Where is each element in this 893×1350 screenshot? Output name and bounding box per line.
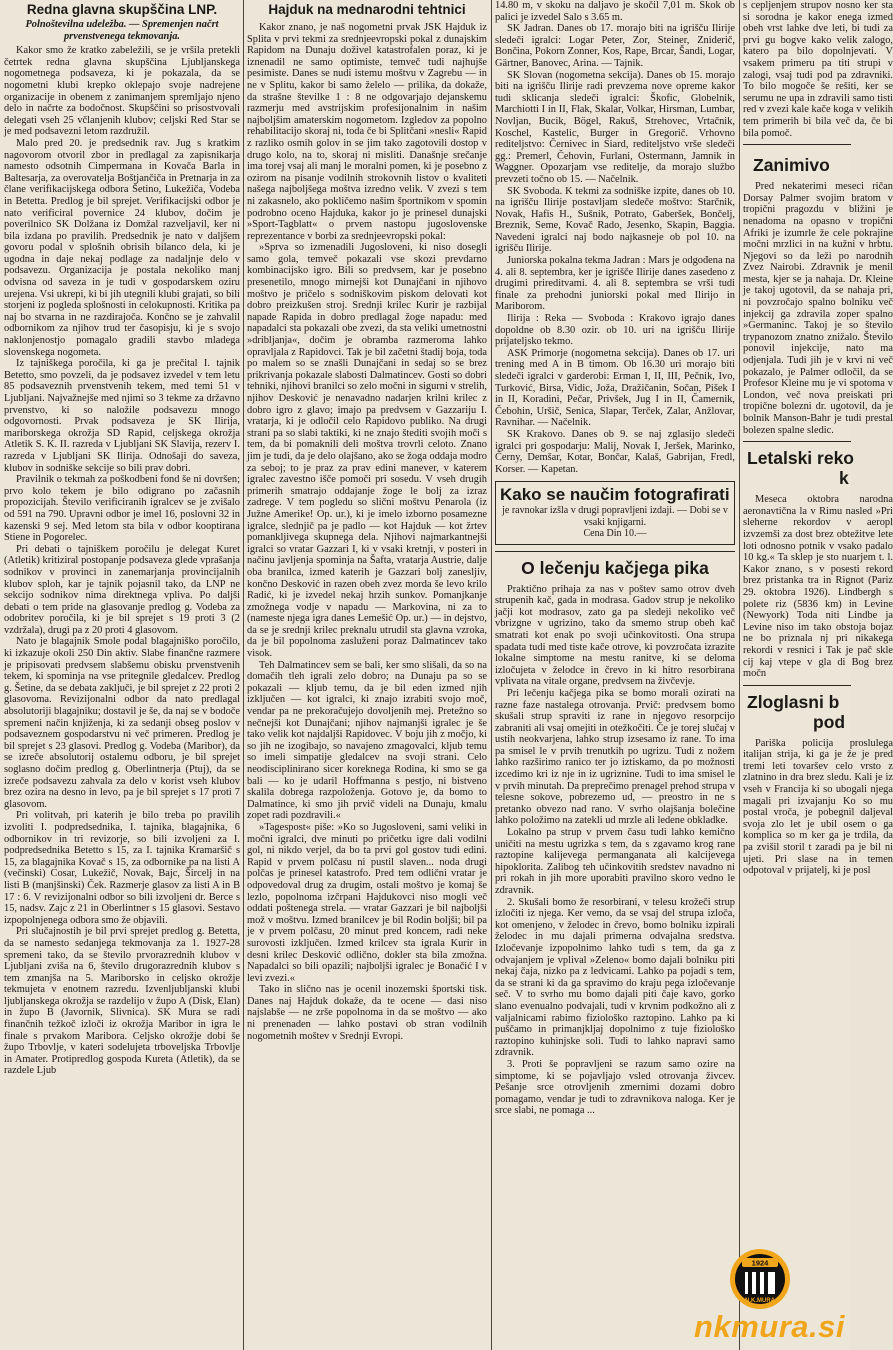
ad-text: je ravnokar izšla v drugi popravljeni izdaji. — Dobi se v vsaki knjigarni.	[502, 505, 728, 528]
column-2	[247, 0, 487, 1350]
paragraph: Pred nekaterimi meseci ričan Dorsay Palmer svojim bratom v tropični pragozdu v bližini je nenadoma na opasno v tropični Afriki je izumrle že cele pokrajine močni mrzlici in na kužni v hrbtu. Njegovi so da leži po narodnih Zvez Nairobi. Zdravnik je menil mesta, kjer se ja nahaja. Dr. Kleine je takoj ugotovil, da se nahaja pri, ni povzročajo spalno bolniku več injekcij ga zdravila zoper spalno »Germaninc. Takoj je so število trypanozom znatno znižalo. Število ponovil injekcije, nato ma odjenjala. Tudi jih je v krvi ni več pokazalo, je Palmer odločil, da se Profesor Kleine mu je vi spotoma v London, več nova preiskati pri tropične bolezni dr. ugotovil, da je bolnik Manson-Bahr je tudi prestal bolezen spalne sledic.	[743, 181, 893, 436]
club-notice: SK Krakovo. Danes ob 9. se naj zglasijo sledeči igralci pri gospodarju: Malij, Novak I, Jeršek, Marinko, Černy, Demšar, Kotar, Bončar, Kalaš, Gabrijan, Fredl, Korser. — Kapetan.	[495, 428, 735, 475]
ad-price: Cena Din 10.—	[583, 528, 647, 540]
watermark-site-text: nkmura.si	[694, 1309, 845, 1344]
paragraph: 2. Skušali bomo že resorbirani, v telesu krožeči strup izločiti iz njega. Ker vemo, da se vsaj del strupa izloča, kot omenjeno, v želodec in črevo, bomo bolniku izpirali želodec in mu dajali primerna odvajalna sredstva. Izločevanje izpopolnimo lahko tudi s tem, da ga z odvajanjem je vplival »Zeleno« bomo dajali bolniku piti nekaj čaja, nizko pa z ledvicami. Lahko pa pojadi s tem, da se strani ki da ga spravimo do kraju pega izločevanje seč. V to svrho mu bomo dajali piti čaje kavo, gorko slano evenualno podvajali, tudi v krvnim podkožno ali z valjalnicami rabimo fiziološko raztopino. Lahko pa ki puščamo in primanjkljaj dopolnimo z tuje fiziološko raztopino kuhinjske soli. Tudi to lahko napravi samo zdravnik.	[495, 896, 735, 1059]
paragraph: Nato je blagajnik Smole podal blagajniško poročilo, ki izkazuje okoli 250 Din aktiv. Slabe finančne razmere je pripisovati predvsem slabšemu obisku prvenstvenih tekem, ki spominja na vse pritegnile gledalcev. Predlog g. Šetine, da se debata zaključi, je bil sprejet z 22 proti 2 glasovoma. Revizijonalni odbor da nato predlagal absolutoriji blagajniku; dostavil je še, da naj se v bodoče spremeni način knjiženja, ki za sedanji obseg poslov v podsaveznem gospodarstvu ni več primeren. Predlog je bil sprejet s 23 glasovi. Predlog g. Vodeba (Maribor), da se izreče absolutorij ostalemu odboru, je bil sprejet soglasno dočim predlog g. Oberlintnerja (Ptuj), da se izreče podsavezu zahvala za delo v korist vseh klubov brez ozira na desno in levo, pa je bil sprejet s 17 proti 7 glasovom.	[4, 636, 240, 810]
ad-title: Kako se naučim fotografirati	[500, 485, 730, 505]
paragraph: Pariška policija proslulega italijan strija, ki ga je že je pred tremi leti tovaršev celo vrsto z zlatnino in dra brez sledu. Kali je iz vseh v Francija ki so ubogali njega magali pri izvajanju Ko so mu postal vroča, je pobegnil daljeval svoja zlo let je ubil osem o ga komplica so m ker ga je trdila, da pa zvišil storil t zaradi pa je bil ni ujeti. Pri slase na in temen odpotoval v prijatelj, ki je posl	[743, 737, 893, 877]
headline-skupscina: Redna glavna skupščina LNP.	[26, 2, 218, 17]
club-notice: SK Slovan (nogometna sekcija). Danes ob 15. morajo biti na igrišču Ilirije radi prevzema nove opreme kakor tudi sklicanja sledeči igralci: Škofic, Globelnik, Marchiotti I in II, Flak, Skalar, Volkar, Hirsman, Lumbar, Novljan, Bucik, Bögel, Rakuš, Strehovec, Vrtačnik, Koschel, Kastelic, Burger in Gregorič. Vrhovno rediteljstvo: Černivec in Siard, rediteljstvo vrše sledeči gg.: Premerl, Čehovin, Furlani, Ostermann, Jamnik in Waggner. Opozarjam vse reditelje, da morajo službo prevzeti točno ob 15. — Načelnik.	[495, 69, 735, 185]
section-divider	[743, 441, 851, 442]
paragraph: Pri debati o tajniškem poročilu je delegat Kuret (Atletik) kritiziral postopanje podsaveza glede vprašanja sodnikov v provinci in zanemarjanja provincijalnih klubov sploh, kar je tajnik pojasnil tako, da LNP ne sekcijo sodnikov nima direktnega vpliva. Po daljši debati o tem pride na glasovanje predlog g. Vodeba za odobritev poročila, ki je bil sprejet s 19 proti 3 (2 vzdržala), drugi pa z 20 proti 4 glasovom.	[4, 543, 240, 636]
subhead-skupscina: Polnoštevilna udeležba. — Spremenjen načrt prvenstvenega tekmovanja.	[25, 19, 219, 42]
headline-zanimivo: Zanimivo	[753, 155, 830, 176]
paragraph: Pravilnik o tekmah za poškodbeni fond še ni dovršen; prvo kolo tekem je bilo odigrano po začasnih propozicijah. Število verificiranih igralcev se je zvišalo od 591 na 790. Upravni odbor je imel 16, poslovni 32 in kazenski 9 sej. Med letom sta bila v odbor kooptirana Stiene in Pogorelec.	[4, 474, 240, 544]
headline-kacji-pik: O lečenju kačjega pika	[521, 557, 709, 578]
headline-hajduk: Hajduk na mednarodni tehtnici	[268, 2, 466, 17]
column-divider	[243, 0, 244, 1350]
paragraph: Pri volitvah, pri katerih je bilo treba po pravilih izvoliti I. podpredsednika, I. tajnika, blagajnika, 6 odbornikov in tri revizorje, so bili izvoljeni za I. podpredsednika Betetto s 15, za I. tajnika Kramaršič s 15, za blagajnika Kovač s 15, za odbornike pa na listi A (večinski) Cosar, Lukežič, Novak, Bajc, Šircelj in na listi B (manjšinski) Ček. Razmerje glasov za listi A in B 17 : 6. V revizijonalni odbor so bili izvoljeni dr. Berce s 15, nadsv. Zajc z 21 in Oberlintner s 15 glasovi. Sestavo izpopolnjenega odbora smo že objavili.	[4, 810, 240, 926]
paragraph: »Tagespost« piše: »Ko so Jugosloveni, sami veliki in močni igralci, dve minuti po pričetku igre dali vodilni gol, ni nikdo verjel, da bo ta prvi gol gostov tudi edini. Rapid v prvem polčasu ni pustil slaven... noda drugi polčas je prinesel katastrofo. Pred tem odlični vratar je odpovedoval drug za drugim, ostali moštvo je komaj še lezlo, popolnoma izčrpani Hajdukovci niso mogli več oddati poštenega strela. — vratar Gazzari je bil najboljši mož v moštvu. Izmed branilcev je bil Rodin boljši; bil pa je v prvem polčasu, 20 minut pred koncem, radi neke surovosti izključen. Izmed krilcev sta igrala Kurir in desni krilec Desković odlično, dokler sta bila zmožna. Napadalci so bili opazili; najboljši igralec je Bonačić I v levi zvezi.«	[247, 821, 487, 984]
club-notice: Juniorska pokalna tekma Jadran : Mars je odgođena na 4. ali 8. septembra, ker je igrišče Ilirije danes zasedeno z drugimi prireditvami. 4. ali 8. septembra se vrši tudi finale za prehodni juniorski pokal med Ilirijo in Mariborom.	[495, 255, 735, 313]
paragraph: Malo pred 20. je predsednik rav. Jug s kratkim nagovorom otvoril zbor in predlagal za zapisnikarja namesto odsotnih Cimpermana in Kovača Barla in Baltesarja, za overovatelja Boštjančiča in Pretnarja in za člane verifikacijskega odbora Šetino, Lukežiča, Vodeba in Betetta. Predlog je bil sprejet. Verifikacijski odbor je nato verificiral povernice 24 klubov, dočim je poverilnico SK Dolžana iz Domžal razveljavil, ker ni bila izdana po pravilih. Predsednik je nato v daljšem govoru podal v splošnih obrisih bilanco dela, ki je ugodna in daje nekaj podlage za nadaljnje delo v podsavezu. Organizacija je postala nekoliko manj odvisna od saveza in je tudi v gospodarskem oziru urejena. Vsi ukrepi, ki bi jih utegnili klubi grajati, so bili storjeni iz pogleda splošnosti in celokupnosti. Kritika pa naj bo stvarna in ne razdirajoča. Končno se je zahvalil odbornikom za njihov trud ter časopisju, ki je s svojo naklonjenostjo pomagalo gradili stavbo mladega slovenskega nogometa.	[4, 137, 240, 358]
column-4	[743, 0, 893, 1350]
headline-zloglasni-line2: pod	[813, 711, 846, 732]
paragraph: Kakor smo že kratko zabeležili, se je vršila pretekli četrtek redna glavna skupščina Ljubljanskega nogometnega podsaveza, ki je pokazala, da se nogometni klubi krepko oklepajo svoje nadrejene organizacije in obenem z zanimanjem spremljajo njeno delo in načrte za bodočnost. Skupščini so prisostvovali delegati vseh 25 včlanjenih klubov; celjski Red Star se je med podsavezni letom razdružil.	[4, 45, 240, 138]
column-1	[4, 0, 240, 1350]
article-body-hajduk	[247, 22, 487, 1042]
section-divider	[743, 144, 851, 145]
section-divider	[495, 551, 735, 552]
fragment-top: 14.80 m, v skoku na daljavo je skočil 7,01 m. Skok ob palici je izvedel Salo s 3.65 m.	[495, 0, 735, 23]
paragraph: Praktično prihaja za nas v poštev samo otrov dveh strupenih kač, gada in modrasa. Gadov strup je nekoliko jačji kot modrasov, zato ga pa sledeji nekoliko več vbrizgne v ugrizino, tako da smemo strup obeh kač smatrati kot enak po svoji učinkovitosti. Ona strupa spadata tudi med tiste kače otrove, ki povzročata izrazite lokalne simptome na mestu ranitve, ki se deloma izločujeta v želodce in črevo in ki hitro resorbirana vplivata na vitale organe, predvsem na živčevje.	[495, 583, 735, 688]
paragraph: Tako in slično nas je ocenil inozemski športski tisk. Danes naj Hajduk dokaže, da te ocene — dasi niso najslabše — ne zrše popolnoma in da se moštvo — ako ni prenenaden — lahko postavi ob stran vodilnih nogometnih moštev v Srednji Evropi.	[247, 984, 487, 1042]
club-notices	[495, 23, 735, 475]
paragraph: Pri lečenju kačjega pika se bomo morali ozirati na razne faze nastalega otrovanja. Prvič: predvsem bomo skušali strup spraviti iz rane in njegovo resorpcijo zabraniti ali vsaj omejiti in otežkočiti. Če je torej slučaj v ustih neokvarjena, lahko strup izsesamo iz rane. To ima pa smisel le v prvih trenutkih po ugrizu. Tudi z nožem lahko razširimo ranico ter jo iztiskamo, da po možnosti izcedimo kri iz nje in iz ugriznine. Tudi to ima smisel le v prvih minutah. Da preprečimo prenagel prehod strupa v telesne sokove, pobrezemo ud, — preostro in ne s pretanko obvezo nad rano. V svrho olajšanja bolečine lahko položimo na zatekli ud mrzle ali ledene obkladke.	[495, 687, 735, 827]
article-body-kacji-pik	[495, 584, 735, 1117]
paragraph: Lokalno pa strup v prvem času tudi lahko kemično uničiti na mestu ugrizka s tem, da s zgavamo krog rane raztopine kalijevega permanganata ali kalcijevega hipoklorita. Zalibog teh učinkovitih sredstev navadno ni pri rokah in jih more uporabiti pravilno skoro vedno le zdravnik.	[495, 827, 735, 896]
paragraph: Iz tajniškega poročila, ki ga je prečital I. tajnik Betetto, smo povzeli, da je podsavez izvedel v tem letu 85 podsaveznih prvenstvenih tekem, med temi 51 v Ljubljani. Najvažnejše med njimi so 3 tekme za državno prvenstvo, ki so naložile podsavezu mnogo odgovornosti. Prvak podsaveza je SK Ilirija, mariborskega okrožja SD Rapid, celjskega okrožja Atletik S. K. II. razreda v Ljubljani SK Slavija, rezerv I. razreda v Ljubljani SK Ilirija. Odnošaji do saveza, klubov in sodniške sekcije so bili prav dobri.	[4, 358, 240, 474]
paragraph: Teh Dalmatincev sem se bali, ker smo slišali, da so na domačih tleh igrali zelo dobro; na Dunaju pa so se pokazali — kljub temu, da je bil eden izmed njih izključen — kot igralci, ki znajo izrabiti svojo moč, vendar pa ne prekoračujejo dovoljenih mej. Pretežno so nečnejši kot Dunajčani; njihov najmanjši igralec je še tako velik kot najdaljši Rapidovec. V boju jih z močjo, ki so jih ne izogibajo, so navajeno zmagovalci, kljub temu so imeli simpatije gledalcev na svoji strani. Celo neodisciplinirano sicer koreknega Rodina, ki smo se ga bali — ko je udaril Hoffmanna s pestjo, ni bistveno skalila dobrega razpoloženja. Gotovo je, da bomo to Dalmatince, ki smo jih prvič videli na Dunaju, kmalu zopet radi pozdravili.«	[247, 659, 487, 822]
paragraph: Meseca oktobra narodna aeronavtična la v Rimu nasled »Pri sleherne rekordov v aeropl izvzemši za dost brez obtežitve lete loti odnosno potnik v vsako padalo 10 kg.« Ta sklep je sto nuarjem t. l. Kakor znano, s v posesti rekord brez pristanka tra in Rignot (Pariz 29. oktobra 1926). Lindbergh s polete riz (5836 km) in Levine (Newyork) Toda niti Lindbe ja Levine niso im tako obstoja bojaz ne bo priznala nj pri nikakega rekordi v resnici i Tak je pač skle cij kaj vtepe v gla di Bog brez močn	[743, 494, 893, 680]
crest-year: 1924	[751, 1258, 769, 1268]
article-body-skupscina	[4, 45, 240, 1077]
column-3	[495, 0, 735, 1350]
headline-letalski: Letalski reko	[747, 448, 854, 469]
paragraph: Kakor znano, je naš nogometni prvak JSK Hajduk iz Splita v prvi tekmi za srednjeevropski pokal z dunajskim Rapidom na Dunaju doživel katastrofalen poraz, ki je iznenadil ne samo optimiste, temveč tudi najhujše pesimiste. Danes se nudi istemu moštvu v Zagrebu — in ne v Splitu, kakor bi samo želelo — prilika, da dokaže, da strašne številke 1 : 8 ne odgovarjajo dejanskemu razmerju med avstrijskim profesijonalnim in našim najboljšim amaterskim nogometom. Izgledov za popolno rehabilitacijo skoraj ni, toda če bi Splitčani »nesli« Rapid z razliko osmih golov in se jim tako zagotovili dostop v drugo kolo, na to, skoraj ni misliti. Današnje srečanje ima torej vsaj ali manj le moralni pomen, ki je posebno z ozirom na pisanje vodilnih strokovnih listov o kvaliteti našega najboljšega moštva izredno velik. V zvezi s tem ni zakasnelo, ako pokličemo našim športnikom v spomin podrobno oceno Hajduka, kakor jo je prinesel dunajski »Sport-Tagblatt« o prvem nastopu jugoslovenske reprezentance v borbi za srednjeevropski pokal:	[247, 22, 487, 242]
advertisement-fotografija	[495, 481, 735, 544]
nkmura-watermark	[673, 1248, 845, 1344]
column-divider	[739, 0, 740, 1350]
club-notice: ASK Primorje (nogometna sekcija). Danes ob 17. uri trening med A in B timom. Ob 16.30 uri morajo biti sledeči igralci v garderobi: Erman I, II, III, Pečnik, Ivo, Turković, Birsa, Vidic, Joža, Dražičanin, Sočan, Pišek I in II, Koradini, Pečar, Privšek, Jug I in II, Čamernik, Čebohin, Uršič, Senica, Slapar, Terček, Zalar, Anžlovar, Ravnihar. — Načelnik.	[495, 347, 735, 429]
column-divider	[491, 0, 492, 1350]
section-divider	[743, 685, 851, 686]
club-notice: SK Jadran. Danes ob 17. morajo biti na igrišču Ilirije sledeči igralci: Logar Peter, Zor, Steiner, Zniderič, Bončina, Pokorn Zonner, Kos, Rape, Brcar, Šandi, Logar, Gärtner, Banovec, Arina. — Tajnik.	[495, 23, 735, 69]
club-crest-icon	[729, 1248, 791, 1310]
club-notice: Ilirija : Reka — Svoboda : Krakovo igrajo danes dopoldne ob 8.30 ozir. ob 10. uri na igrišču Ilirije prijateljsko tekmo.	[495, 313, 735, 348]
paragraph: 3. Proti še popravljeni se razum samo ozire na simptome, ki se pojavljajo vsled otrovanja živcev. Pešanje srce otrovljenih zmernimi dozami dobro pomagamo, vendar je tudi to zdravnikova naloga. Ker je srce slabi, ne pomaga ...	[495, 1058, 735, 1117]
headline-letalski-line2: k	[839, 468, 849, 489]
crest-name: N.K.MURA	[745, 1298, 775, 1304]
paragraph: Pri slučajnostih je bil prvi sprejet predlog g. Betetta, da se namesto sedanjega tekmovanja za 1. 1927-28 spremeni tako, da se število prvorazrednih klubov v Ljubljani zviša na 6, število drugorazrednih klubov s tem zmanjša na 5. Mariborsko in celjsko okrožje tekmujeta v enotnem razredu. Izvenljubljanski klubi ljubljanskega okrožja se razdelijo v župo A (Disk, Elan) in župo B (Javornik, Slivnica). SK Mura se radi finančnih težkoč izloči iz okrožja Maribor in igra le finale s prvakom Maribora. Celjsko okrožje dobi še župo Trbovlje, v kateri sodelujeta trboveljska Trbovlje in Amater. Protipredlog gospoda Kureta (Atletik), da se razdele Ljub	[4, 926, 240, 1077]
headline-zloglasni: Zloglasni b	[747, 691, 840, 712]
club-notice: SK Svoboda. K tekmi za sodniške izpite, danes ob 10. na igrišču Ilirije postavljam sledeče moštvo: Starčnik, Novak, Hafis H., Sušnik, Potrato, Gaberšek, Bončelj, Breznik, Seme, Kovač Rado, Jesenko, Skapin, Baggia. Navedeni igralci naj bodo najkasneje ob pol 10. na igrišču Ilirije.	[495, 185, 735, 255]
column-4-inner	[743, 0, 893, 877]
paragraph: »Sprva so izmenadili Jugosloveni, ki niso dosegli samo gola, temveč pokazali vse skozi prevdarno kombinacijsko igro. Bili so predvsem, kar je posebno presenetilo, mnogo mirnejši kot Dunajčani in njihovo moštvo je pričelo s sodniškovim piskom delovati kot dobro preizkušen stroj. Srednji krilec Kurir je razbijal napade Rapida in dobro predlagal žoge napadu: med napadalci sta pokazali obe zvezi, da sta veliki umetnostni »dribljanja«, dočim je obramba razmeroma lahko opravljala z Rapidovci. Tak je bil začetni štadij boja, toda po malem so se znašli Dunajčani in sedaj so se brez prikrivanja pokazale slabosti Dalmatincev. Gosti so dobri tehniki, njihovi branilci so zelo močni in sigurni v strelih, njihov Desković je nenavadno nadarjen krilni krilec z dobro igro z glavo; imajo pa predvsem v Gazzariju I. vratarja, ki je odločil celo Rapidovo publiko. Na drugi strani pa so slabi taktiki, ki ne znajo štediti svojih moči s tem, da bi pomaknili deli moštva trovrli celoto. Znano jim je tudi, da je delo olajšano, ako se žoga oddaja modro za seboj; to je praz za prav edini manever, v katerem igralec zavestno išče pomoči pri sosedu. V vseh drugih primerih smatrajo oddajanje žoge le bolj za izraz zadrege. V tem pogledu so slični moštvu Penarola (iz Južne Amerike! Op. ur.), ki je imelo izborno posamezne igralce, slednjič pa je padlo — kot Hajduk — kot žrtev pomankljivega skupnega dela. Njihovi najmarkantnejši igralci so vratar Gazzari I, ki v vsaki kretnji, v posteri in načinu javljenja spominja na Šafta, vratarja Austrie, dalje oba branilca, izmed katerih je Gazzari bolj zanesljiv, končno Desković in razen obeh zvez morda še levo krilo Radić, ki je izvedel nekaj hrzih sunkov. Pomanjkanje zmožnega vodje v napadu — Markovina, ni za to (nameste njega igra danes Lemešić Op. ur.) — in dejstvo, da se je srednji krilec preknalu utrudil sta glavna vzroka, da je bil popolnoma zasluženi poraz Dalmatincev tako visok.	[247, 242, 487, 660]
fragment-top: s cepljenjem strupov nosno ker sta si sorodna je kakor enega izmed obeh vrst lahke dve leti, bi tudi za prvi gu bogve kako velik zalogo, katero pa bilo dopolnjevati. V vsakem primeru pa titi strupi v zalogi, vsaj tudi pod pa zdravniki. To bilo mogoče še rešiti, ker se serumu ne upa in zdravili samo tisti red v zvezi kale kače koga v velikih tem primerih bi bila več da, če bi bila pomoč.	[743, 0, 893, 139]
